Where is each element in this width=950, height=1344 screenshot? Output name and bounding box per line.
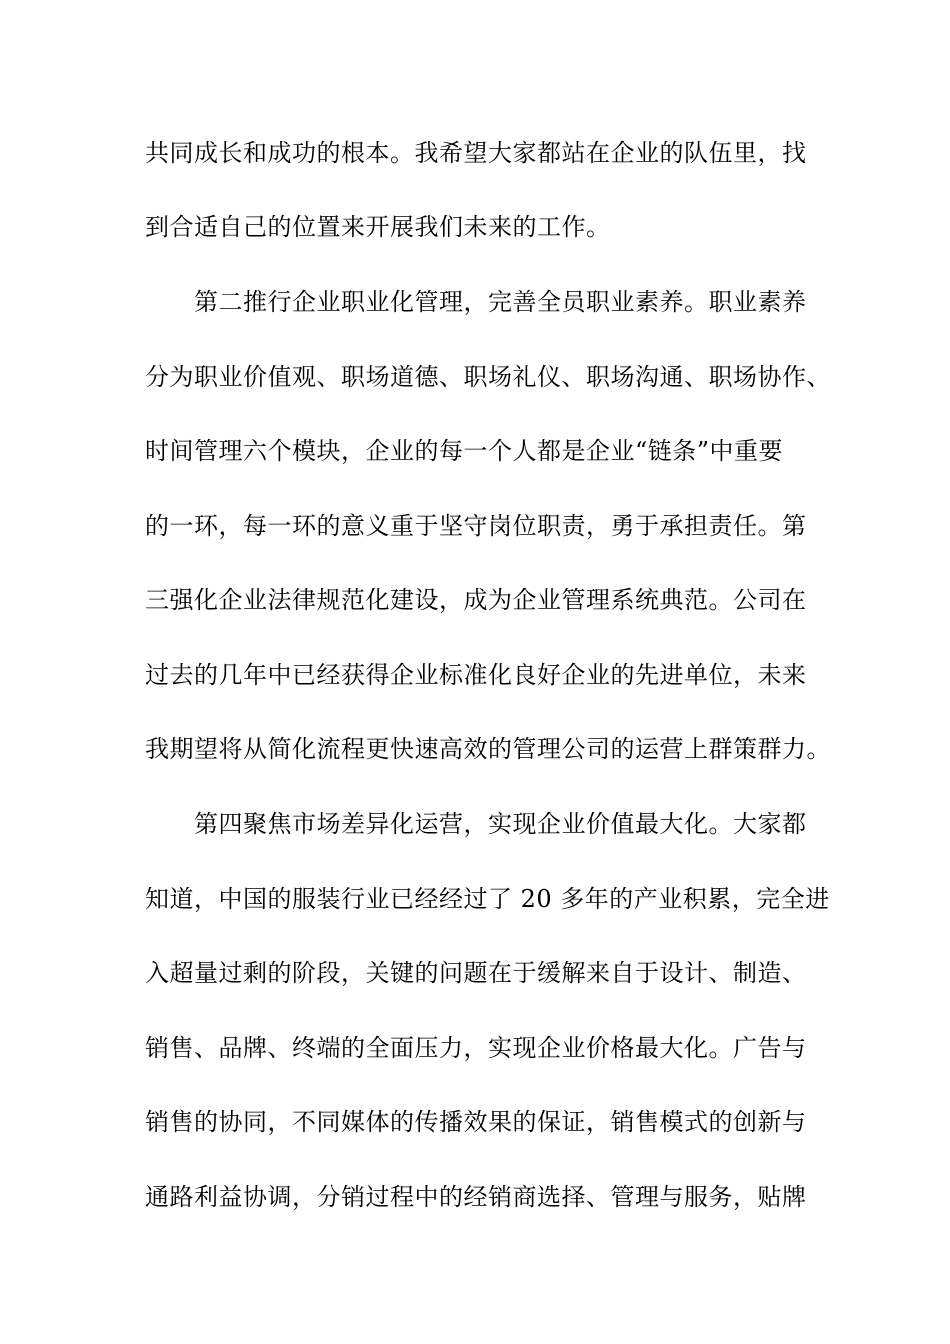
text-line: 通路利益协调，分销过程中的经销商选择、管理与服务，贴牌: [145, 1183, 807, 1211]
text-line: 我期望将从简化流程更快速高效的管理公司的运营上群策群力。: [145, 735, 831, 763]
text-line: 共同成长和成功的根本。我希望大家都站在企业的队伍里，找: [145, 139, 807, 167]
text-line: 知道，中国的服装行业已经经过了 20 多年的产业积累，完全进: [145, 885, 830, 913]
paragraph-start-line: 第二推行企业职业化管理，完善全员职业素养。职业素养: [194, 288, 807, 316]
text-line: 时间管理六个模块，企业的每一个人都是企业“链条”中重要: [145, 437, 784, 465]
text-line: 分为职业价值观、职场道德、职场礼仪、职场沟通、职场协作、: [145, 363, 831, 391]
text-line: 到合适自己的位置来开展我们未来的工作。: [145, 213, 611, 241]
text-line: 三强化企业法律规范化建设，成为企业管理系统典范。公司在: [145, 586, 807, 614]
text-line: 销售的协同，不同媒体的传播效果的保证，销售模式的创新与: [145, 1108, 807, 1136]
paragraph-start-line: 第四聚焦市场差异化运营，实现企业价值最大化。大家都: [194, 810, 807, 838]
text-line: 过去的几年中已经获得企业标准化良好企业的先进单位，未来: [145, 661, 807, 689]
text-line: 销售、品牌、终端的全面压力，实现企业价格最大化。广告与: [145, 1034, 807, 1062]
text-line: 的一环，每一环的意义重于坚守岗位职责，勇于承担责任。第: [145, 512, 807, 540]
text-line: 入超量过剩的阶段，关键的问题在于缓解来自于设计、制造、: [145, 959, 807, 987]
